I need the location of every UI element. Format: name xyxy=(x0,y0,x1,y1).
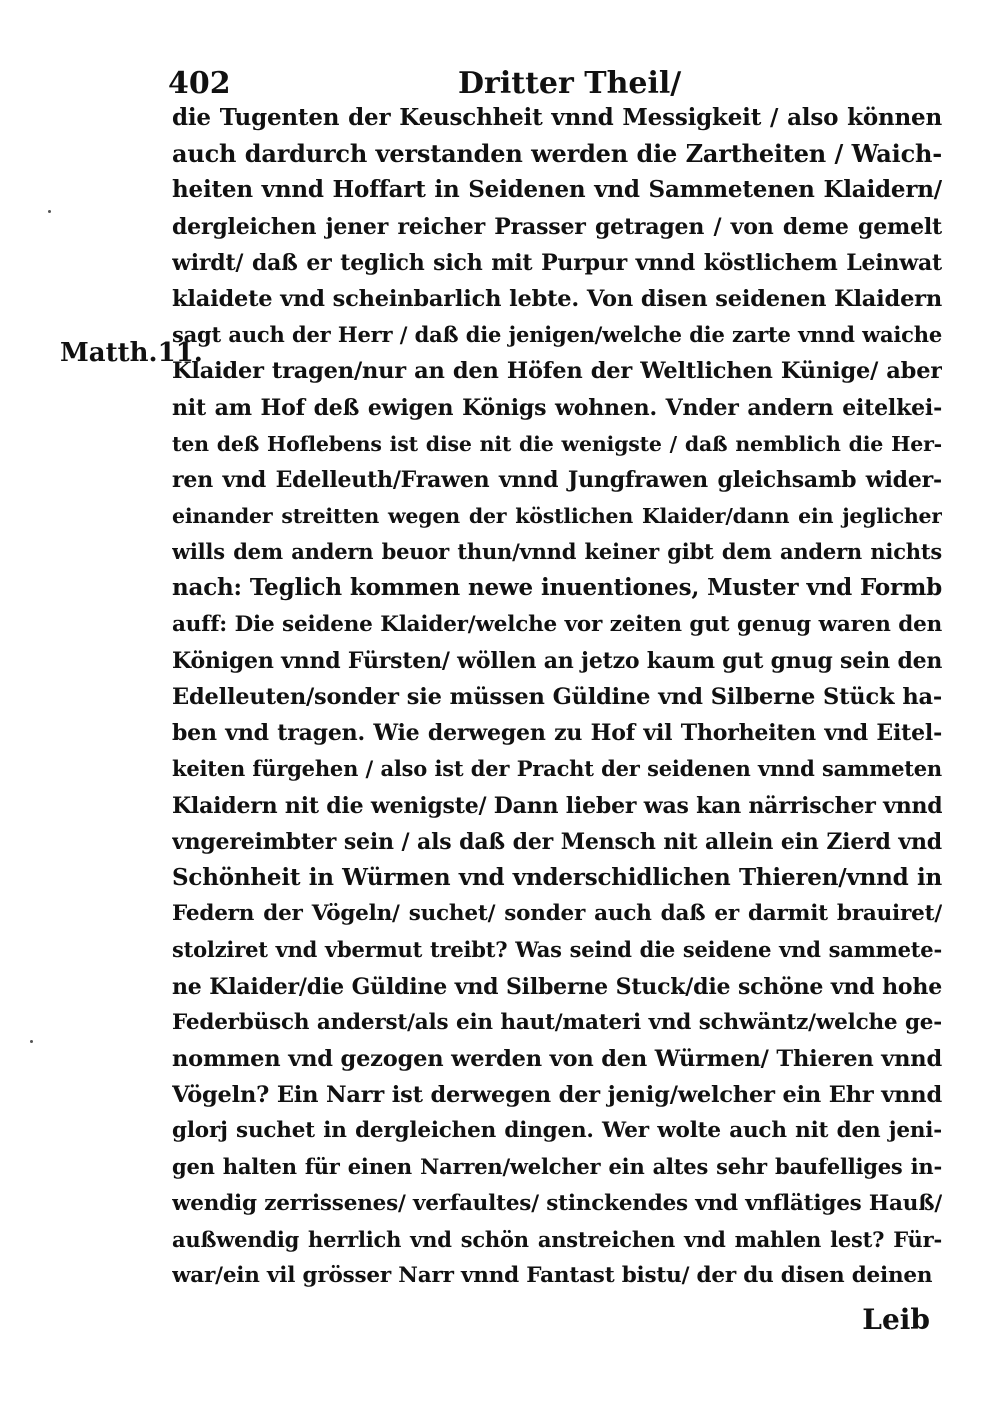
text-line: nommen vnd gezogen werden von den Würmen/ Thieren vnnd xyxy=(172,1045,942,1072)
text-line: gen halten für einen Narren/welcher ein altes sehr baufelliges in- xyxy=(172,1154,942,1180)
text-line: ben vnd tragen. Wie derwegen zu Hof vil Thorheiten vnd Eitel- xyxy=(172,720,942,747)
text-line: Königen vnnd Fürsten/ wöllen an jetzo kaum gut gnug sein den xyxy=(172,647,942,674)
text-line: vngereimbter sein / als daß der Mensch nit allein ein Zierd vnd xyxy=(172,828,942,855)
text-line: Federbüsch anderst/als ein haut/materi vnd schwäntz/welche ge- xyxy=(172,1009,942,1035)
text-line: auff: Die seidene Klaider/welche vor zeiten gut genug waren den xyxy=(172,611,942,637)
text-line: Schönheit in Würmen vnd vnderschidlichen Thieren/vnnd in xyxy=(172,863,942,891)
page-header xyxy=(168,64,688,104)
text-line: dergleichen jener reicher Prasser getragen / von deme gemelt xyxy=(172,213,942,240)
text-line: ne Klaider/die Güldine vnd Silberne Stuck/die schöne vnd hohe xyxy=(172,973,942,1000)
text-line: einander streitten wegen der köstlichen Klaider/dann ein jeglicher xyxy=(172,504,942,529)
text-line: außwendig herrlich vnd schön anstreichen vnd mahlen lest? Für- xyxy=(172,1226,942,1252)
text-line: wirdt/ daß er teglich sich mit Purpur vnnd köstlichem Leinwat xyxy=(172,249,942,276)
text-line: auch dardurch verstanden werden die Zartheiten / Waich- xyxy=(172,139,942,169)
text-line: Klaider tragen/nur an den Höfen der Weltlichen Künige/ aber xyxy=(172,358,942,385)
text-line: wendig zerrissenes/ verfaultes/ stinckendes vnd vnflätiges Hauß/ xyxy=(172,1190,942,1216)
text-line: stolziret vnd vbermut treibt? Was seind die seidene vnd sammete- xyxy=(172,937,942,963)
text-line: war/ein vil grösser Narr vnnd Fantast bistu/ der du disen deinen xyxy=(172,1263,933,1288)
text-line: nit am Hof deß ewigen Königs wohnen. Vnder andern eitelkei- xyxy=(172,394,942,421)
text-line: Klaidern nit die wenigste/ Dann lieber was kan närrischer vnnd xyxy=(172,792,942,819)
running-head: Dritter Theil/ xyxy=(458,66,682,101)
text-line: die Tugenten der Keuschheit vnnd Messigkeit / also können xyxy=(172,104,942,131)
scan-speck xyxy=(48,210,51,213)
page-number: 402 xyxy=(168,66,231,101)
text-line: Edelleuten/sonder sie müssen Güldine vnd Silberne Stück ha- xyxy=(172,684,942,710)
text-line: ren vnd Edelleuth/Frawen vnnd Jungfrawen gleichsamb wider- xyxy=(172,466,942,493)
scan-speck xyxy=(30,1040,33,1043)
text-line: sagt auch der Herr / daß die jenigen/welche die zarte vnnd waiche xyxy=(172,322,942,348)
text-line: Vögeln? Ein Narr ist derwegen der jenig/welcher ein Ehr vnnd xyxy=(172,1082,942,1109)
catchword: Leib xyxy=(862,1303,930,1336)
text-line: klaidete vnd scheinbarlich lebte. Von disen seidenen Klaidern xyxy=(172,285,942,312)
text-line: glorj suchet in dergleichen dingen. Wer wolte auch nit den jeni- xyxy=(172,1118,942,1144)
text-line: Federn der Vögeln/ suchet/ sonder auch daß er darmit brauiret/ xyxy=(172,901,942,927)
text-line: heiten vnnd Hoffart in Seidenen vnd Sammetenen Klaidern/ xyxy=(172,176,942,204)
text-line: wills dem andern beuor thun/vnnd keiner gibt dem andern nichts xyxy=(172,539,942,565)
text-line: keiten fürgehen / also ist der Pracht der seidenen vnnd sammeten xyxy=(172,756,942,782)
margin-reference: Matth.11. xyxy=(60,338,203,368)
body-text xyxy=(172,100,942,1294)
text-line: ten deß Hoflebens ist dise nit die wenigste / daß nemblich die Her- xyxy=(172,431,942,456)
text-line: nach: Teglich kommen newe inuentiones, Muster vnd Formb xyxy=(172,574,942,602)
